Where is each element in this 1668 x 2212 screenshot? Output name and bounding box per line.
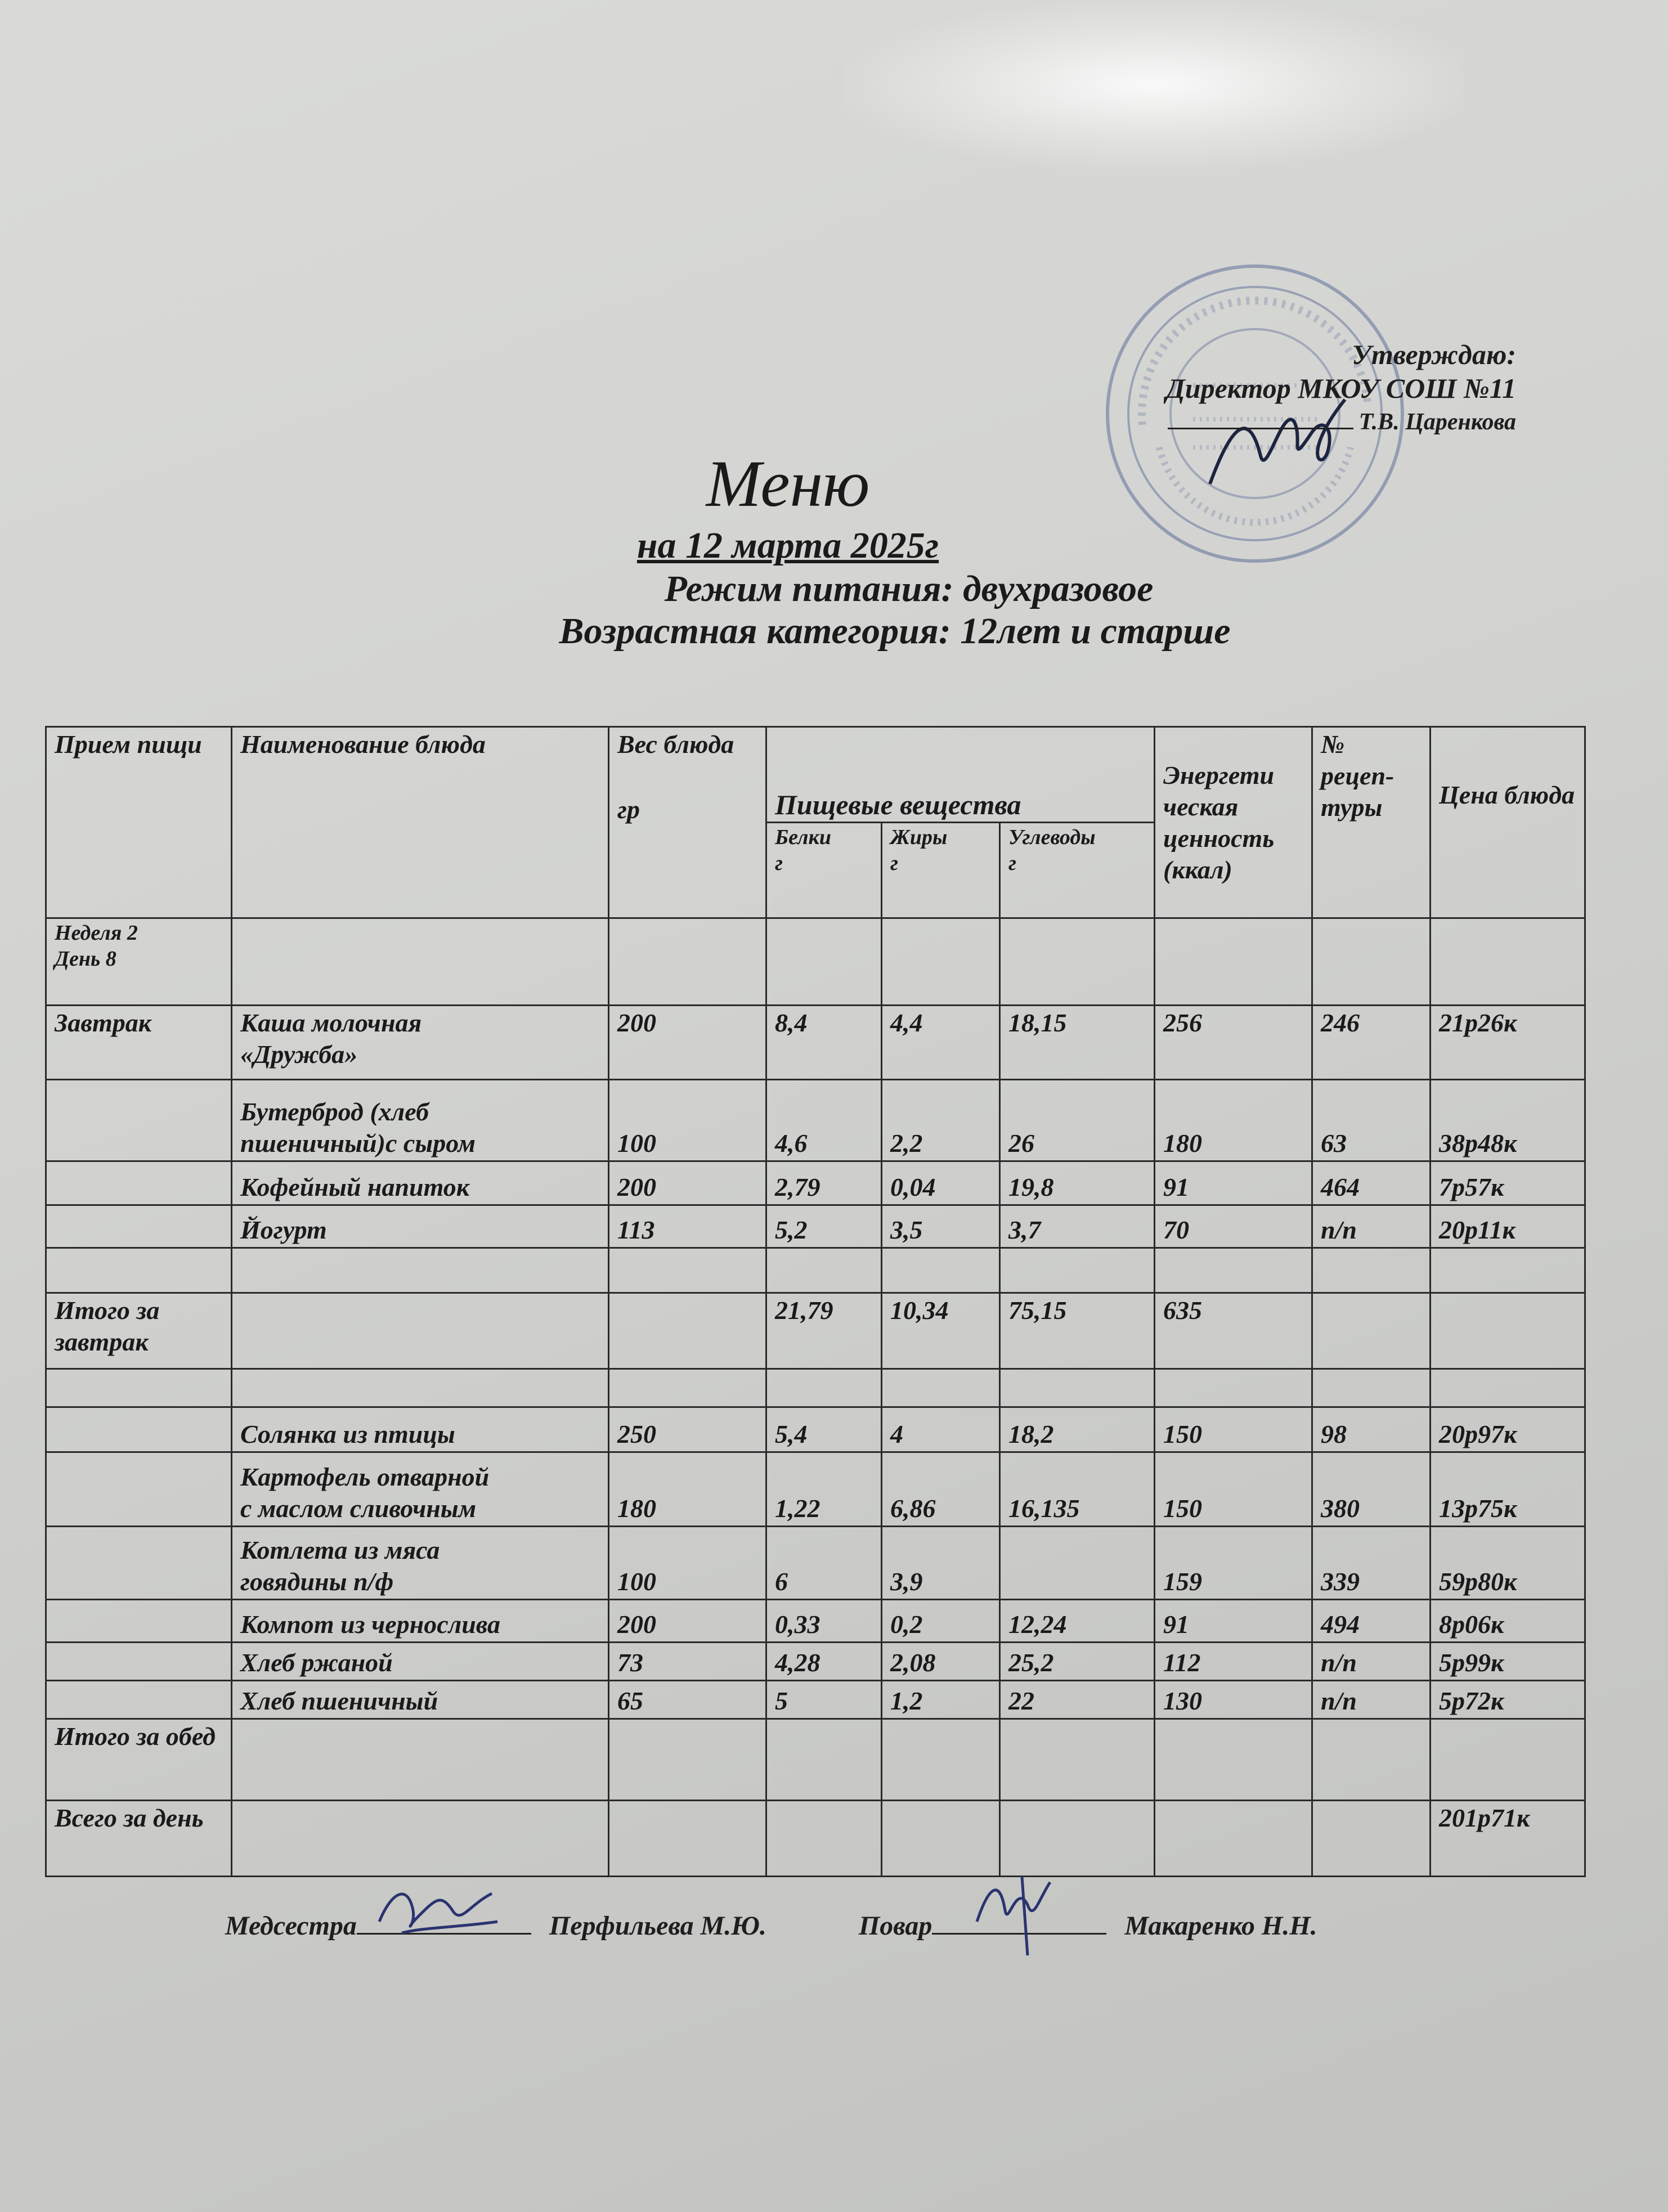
cell-recipe: 494 [1312,1600,1431,1643]
cell-fat: 10,34 [882,1293,1000,1369]
cell-empty [609,918,766,1006]
table-row [46,1681,1585,1719]
cell-recipe [1312,1801,1431,1877]
cell-empty [232,918,609,1006]
cell-carbs [1000,1248,1155,1293]
cell-fat: 4 [882,1407,1000,1452]
cell-meal: Итого за завтрак [46,1293,232,1369]
table-row [46,1369,1585,1407]
cell-dish [232,1080,609,1161]
director-signature-line [1166,405,1516,439]
day-label: День 8 [55,947,116,971]
cell-price: 5р99к [1431,1643,1585,1681]
cell-carbs: 26 [1000,1080,1155,1161]
dish-name-line: «Дружба» [240,1040,358,1069]
cell-dish [232,1161,609,1205]
cell-dish [232,1719,609,1801]
cook-signature [966,1865,1078,1961]
cell-energy: 130 [1155,1681,1312,1719]
cell-meal [46,1643,232,1681]
header-recipe-line1: № [1321,730,1345,759]
cell-price: 20р97к [1431,1407,1585,1452]
cell-carbs: 75,15 [1000,1293,1155,1369]
cell-energy [1155,1369,1312,1407]
cell-price: 5р72к [1431,1681,1585,1719]
cell-protein: 1,22 [766,1452,882,1527]
cell-dish [232,1369,609,1407]
cell-recipe: п/п [1312,1681,1431,1719]
dish-name-line: Компот из чернослива [240,1610,501,1639]
cell-fat [882,1248,1000,1293]
cell-protein: 5 [766,1681,882,1719]
menu-date: на 12 марта 2025г [636,525,939,566]
cell-protein: 0,33 [766,1600,882,1643]
table-row [46,1293,1585,1369]
cell-dish [232,1293,609,1369]
dish-name-line: с маслом сливочным [240,1494,477,1523]
cell-fat: 3,5 [882,1205,1000,1248]
nurse-label: Медсестра [225,1911,357,1941]
table-row [46,1452,1585,1527]
cell-fat: 3,9 [882,1527,1000,1600]
cell-weight [609,1248,766,1293]
cell-price: 59р80к [1431,1527,1585,1600]
approval-block [1166,338,1516,439]
header-row-1 [46,727,1585,823]
header-nutrients: Пищевые вещества [766,727,1155,823]
header-recipe-line2: рецеп- [1321,761,1395,790]
cell-recipe [1312,1293,1431,1369]
cell-protein: 21,79 [766,1293,882,1369]
cell-energy [1155,1719,1312,1801]
cell-energy [1155,1801,1312,1877]
cell-price [1431,1248,1585,1293]
table-row [46,1643,1585,1681]
cell-dish [232,1643,609,1681]
cell-weight: 200 [609,1006,766,1080]
cell-carbs: 18,2 [1000,1407,1155,1452]
header-price: Цена блюда [1431,727,1585,918]
dish-name-line: пшеничный)с сыром [240,1129,476,1157]
header-carbs-unit: г [1008,851,1017,875]
cell-price: 8р06к [1431,1600,1585,1643]
cell-meal: Итого за обед [46,1719,232,1801]
nurse-signature [368,1871,503,1944]
header-fat-label: Жиры [890,825,948,849]
header-meal: Прием пищи [46,727,232,918]
header-protein [766,823,882,918]
header-energy-line2: ческая [1163,792,1239,821]
cell-empty [882,918,1000,1006]
cell-recipe: 246 [1312,1006,1431,1080]
cell-recipe: 464 [1312,1161,1431,1205]
cook-name: Макаренко Н.Н. [1124,1911,1317,1941]
header-energy-line4: (ккал) [1163,855,1232,884]
cell-recipe: 63 [1312,1080,1431,1161]
cell-dish [232,1248,609,1293]
cell-fat [882,1369,1000,1407]
cell-recipe: 339 [1312,1527,1431,1600]
cell-price: 20р11к [1431,1205,1585,1248]
cell-carbs: 3,7 [1000,1205,1155,1248]
dish-name-line: Картофель отварной [240,1462,490,1491]
cell-carbs [1000,1527,1155,1600]
table-row [46,1801,1585,1877]
cell-weight: 200 [609,1600,766,1643]
cell-carbs [1000,1369,1155,1407]
header-carbs [1000,823,1155,918]
cell-price: 13р75к [1431,1452,1585,1527]
cell-empty [1155,918,1312,1006]
cell-carbs: 19,8 [1000,1161,1155,1205]
cell-price: 201р71к [1431,1801,1585,1877]
cell-energy: 150 [1155,1407,1312,1452]
cell-carbs [1000,1719,1155,1801]
cell-energy: 91 [1155,1161,1312,1205]
cell-fat: 0,2 [882,1600,1000,1643]
table-row [46,1527,1585,1600]
cell-energy [1155,1248,1312,1293]
header-energy-line1: Энергети [1163,760,1275,789]
header-weight-label: Вес блюда [617,730,734,759]
cell-energy: 159 [1155,1527,1312,1600]
dish-name-line: Хлеб ржаной [240,1648,393,1677]
cell-weight: 250 [609,1407,766,1452]
header-protein-label: Белки [775,825,831,849]
cell-dish [232,1801,609,1877]
cell-recipe [1312,1719,1431,1801]
cell-weight: 65 [609,1681,766,1719]
cell-fat [882,1719,1000,1801]
cell-recipe: п/п [1312,1643,1431,1681]
cell-dish [232,1006,609,1080]
table-row [46,1719,1585,1801]
document-title: Меню [706,447,870,521]
header-fat [882,823,1000,918]
cell-empty [766,918,882,1006]
cell-empty [1312,918,1431,1006]
cell-protein [766,1801,882,1877]
cell-meal [46,1205,232,1248]
director-name: Т.В. Царенкова [1358,409,1516,435]
cell-price [1431,1293,1585,1369]
header-recipe [1312,727,1431,918]
cell-meal [46,1161,232,1205]
cell-weight [609,1801,766,1877]
header-energy-line3: ценность [1163,823,1275,853]
dish-name-line: Бутерброд (хлеб [240,1097,429,1126]
header-weight [609,727,766,918]
cell-weight: 100 [609,1527,766,1600]
cell-dish [232,1681,609,1719]
cell-price: 21р26к [1431,1006,1585,1080]
cell-weight: 180 [609,1452,766,1527]
age-category: Возрастная категория: 12лет и старше [559,611,1231,652]
cell-meal: Всего за день [46,1801,232,1877]
cell-meal [46,1407,232,1452]
cell-weight [609,1293,766,1369]
cell-energy: 112 [1155,1643,1312,1681]
cell-protein: 6 [766,1527,882,1600]
dish-name-line: Котлета из мяса [240,1536,440,1564]
table-row [46,1248,1585,1293]
cell-protein: 4,28 [766,1643,882,1681]
cell-energy: 150 [1155,1452,1312,1527]
cell-meal [46,1681,232,1719]
cell-meal [46,1452,232,1527]
cell-energy: 70 [1155,1205,1312,1248]
cell-fat: 6,86 [882,1452,1000,1527]
cell-weight: 113 [609,1205,766,1248]
cell-carbs: 18,15 [1000,1006,1155,1080]
header-weight-unit: гр [617,795,640,824]
cell-protein [766,1248,882,1293]
cell-weight: 73 [609,1643,766,1681]
cell-meal [46,1527,232,1600]
cell-dish [232,1407,609,1452]
cell-protein: 2,79 [766,1161,882,1205]
cell-fat: 0,04 [882,1161,1000,1205]
cell-dish [232,1452,609,1527]
cell-fat: 2,08 [882,1643,1000,1681]
cell-protein [766,1719,882,1801]
cell-recipe: 98 [1312,1407,1431,1452]
header-carbs-label: Углеводы [1008,825,1096,849]
cell-weight: 200 [609,1161,766,1205]
cell-recipe: 380 [1312,1452,1431,1527]
cell-weight [609,1719,766,1801]
signature-underline [1168,428,1353,429]
cook-signature-line [932,1910,1106,1935]
director-title: Директор МКОУ СОШ №11 [1165,373,1516,404]
cell-protein: 5,2 [766,1205,882,1248]
table-row [46,1205,1585,1248]
nurse-signature-line [357,1910,531,1935]
dish-name-line: Кофейный напиток [240,1173,470,1201]
cell-energy: 180 [1155,1080,1312,1161]
cell-weight [609,1369,766,1407]
cell-price: 7р57к [1431,1161,1585,1205]
title-block [394,445,1463,653]
cell-empty [1431,918,1585,1006]
cell-carbs: 25,2 [1000,1643,1155,1681]
cell-carbs: 12,24 [1000,1600,1155,1643]
cell-protein: 5,4 [766,1407,882,1452]
table-row-week [46,918,1585,1006]
header-dish: Наименование блюда [232,727,609,918]
dish-name-line: говядины п/ф [240,1567,394,1596]
cell-price [1431,1369,1585,1407]
cell-meal [46,1080,232,1161]
nurse-name: Перфильева М.Ю. [549,1911,766,1941]
cell-recipe [1312,1369,1431,1407]
cook-label: Повар [858,1911,932,1941]
dish-name-line: Йогурт [240,1215,327,1244]
cell-price: 38р48к [1431,1080,1585,1161]
menu-table [45,726,1586,1877]
cell-meal [46,1248,232,1293]
cell-dish [232,1600,609,1643]
dish-name-line: Солянка из птицы [240,1420,455,1448]
table-row [46,1080,1585,1161]
header-recipe-line3: туры [1321,793,1383,822]
cell-price [1431,1719,1585,1801]
week-day-cell [46,918,232,1006]
cell-protein: 8,4 [766,1006,882,1080]
cell-protein: 4,6 [766,1080,882,1161]
cell-carbs: 16,135 [1000,1452,1155,1527]
table-row [46,1407,1585,1452]
cell-recipe [1312,1248,1431,1293]
cell-carbs: 22 [1000,1681,1155,1719]
cell-fat: 1,2 [882,1681,1000,1719]
light-glare [844,0,1463,169]
approve-label: Утверждаю: [1352,339,1516,370]
cell-protein [766,1369,882,1407]
cell-energy: 635 [1155,1293,1312,1369]
signatures-footer [225,1910,1519,1941]
cell-empty [1000,918,1155,1006]
cell-weight: 100 [609,1080,766,1161]
header-fat-unit: г [890,851,899,875]
cell-fat: 4,4 [882,1006,1000,1080]
table-row [46,1161,1585,1205]
cell-meal [46,1369,232,1407]
table-row [46,1600,1585,1643]
header-protein-unit: г [775,851,783,875]
dish-name-line: Хлеб пшеничный [240,1686,438,1715]
cell-energy: 91 [1155,1600,1312,1643]
cell-meal [46,1600,232,1643]
week-label: Неделя 2 [55,921,138,945]
cell-meal: Завтрак [46,1006,232,1080]
cell-dish [232,1205,609,1248]
cell-recipe: п/п [1312,1205,1431,1248]
dish-name-line: Каша молочная [240,1008,422,1037]
cell-energy: 256 [1155,1006,1312,1080]
meal-regime: Режим питания: двухразовое [664,568,1154,609]
table-row [46,1006,1585,1080]
cell-dish [232,1527,609,1600]
cell-fat: 2,2 [882,1080,1000,1161]
header-energy [1155,727,1312,918]
